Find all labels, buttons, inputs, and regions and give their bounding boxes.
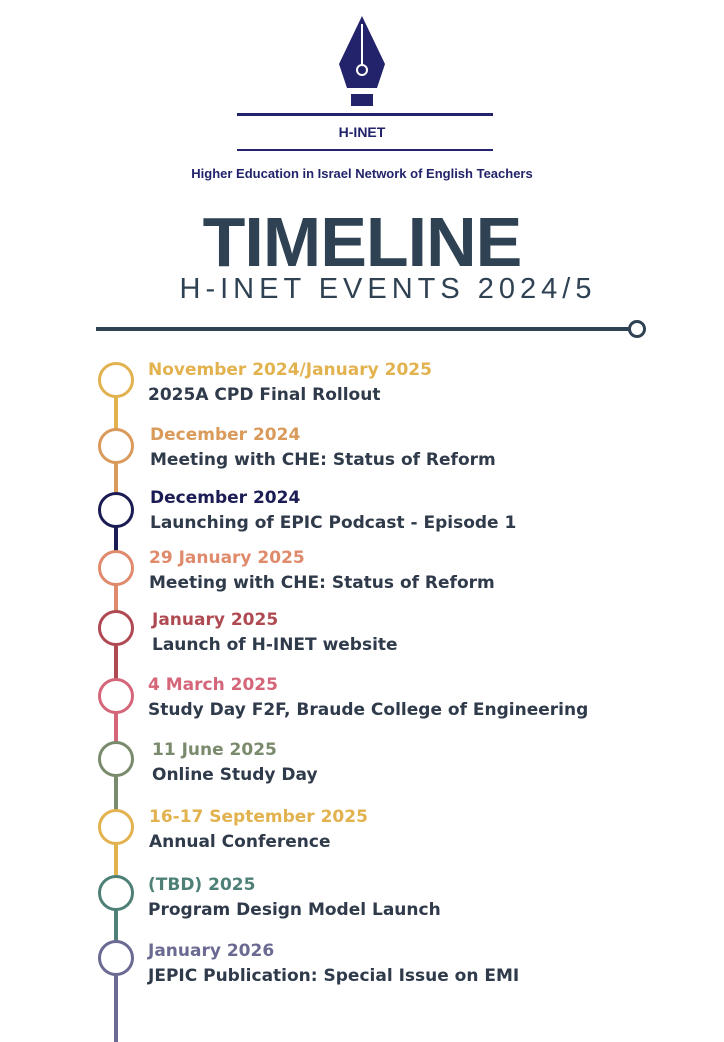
event-date: 4 March 2025 — [148, 675, 278, 695]
event-date: January 2025 — [152, 610, 279, 630]
event-title: Study Day F2F, Braude College of Engineering — [148, 700, 589, 720]
event-date: 29 January 2025 — [149, 548, 305, 568]
timeline-node — [98, 875, 134, 911]
event-date: December 2024 — [150, 425, 301, 445]
timeline-node — [98, 492, 134, 528]
event-title: JEPIC Publication: Special Issue on EMI — [148, 966, 520, 986]
timeline-node — [98, 550, 134, 586]
event-title: Program Design Model Launch — [148, 900, 441, 920]
timeline-node — [98, 428, 134, 464]
event-date: December 2024 — [150, 488, 301, 508]
event-title: Meeting with CHE: Status of Reform — [150, 450, 496, 470]
timeline-node — [98, 940, 134, 976]
page-title: TIMELINE — [202, 203, 522, 281]
event-title: Annual Conference — [149, 832, 331, 852]
event-title: Online Study Day — [152, 765, 318, 785]
timeline-node — [98, 809, 134, 845]
event-title: 2025A CPD Final Rollout — [148, 385, 381, 405]
organization-name: Higher Education in Israel Network of English Teachers — [191, 166, 533, 181]
event-date: 16-17 September 2025 — [149, 807, 368, 827]
event-date: November 2024/January 2025 — [148, 360, 432, 380]
event-title: Meeting with CHE: Status of Reform — [149, 573, 495, 593]
event-date: 11 June 2025 — [152, 740, 277, 760]
timeline-node — [98, 741, 134, 777]
event-date: January 2026 — [148, 941, 275, 961]
event-title: Launching of EPIC Podcast - Episode 1 — [150, 513, 517, 533]
logo-abbreviation: H-INET — [338, 124, 386, 140]
timeline-node — [98, 678, 134, 714]
timeline-node — [98, 362, 134, 398]
event-date: (TBD) 2025 — [148, 875, 256, 895]
page-subtitle: H-INET EVENTS 2024/5 — [179, 273, 597, 305]
event-title: Launch of H-INET website — [152, 635, 398, 655]
timeline-node — [98, 610, 134, 646]
